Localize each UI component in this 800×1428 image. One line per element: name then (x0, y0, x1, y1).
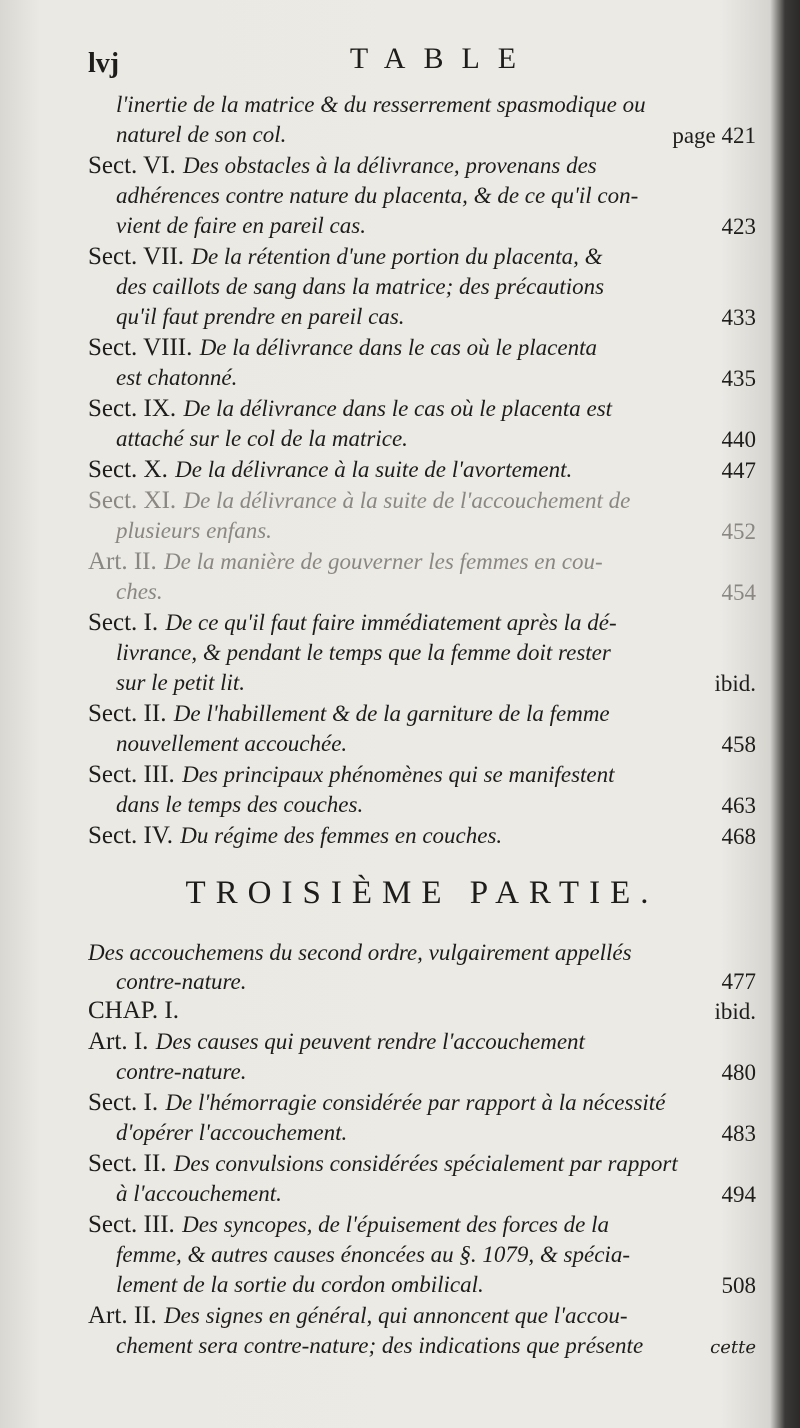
toc-line (88, 120, 756, 150)
section-title: De ce qu'il faut faire immédiatement après la dé- (165, 610, 617, 635)
toc-line (88, 821, 756, 851)
page-header (88, 38, 756, 90)
toc-line (88, 455, 756, 485)
section-title: De la délivrance dans le cas où le placenta (199, 335, 597, 360)
toc-line (88, 1057, 756, 1087)
toc-line (88, 577, 756, 607)
section-label: Art. I. (88, 1028, 149, 1055)
section-label: Art. II. (88, 1302, 157, 1329)
toc-line (88, 547, 756, 577)
section-label: Sect. III. (88, 761, 175, 788)
part-three-title: TROISIÈME PARTIE. (185, 875, 659, 911)
section-label: Sect. VII. (88, 243, 185, 270)
toc-line (88, 1301, 756, 1331)
section-title: Des syncopes, de l'épuisement des forces de la (182, 1212, 609, 1237)
page-reference: 483 (721, 1121, 756, 1146)
page-reference: 508 (721, 1273, 756, 1298)
section-title: attaché sur le col de la matrice. (116, 426, 408, 451)
toc-entry (88, 455, 756, 485)
toc-entry (88, 242, 756, 332)
section-title: De la délivrance à la suite de l'avortement. (175, 457, 573, 482)
toc-line (88, 394, 756, 424)
section-label: Sect. III. (88, 1211, 175, 1238)
page-reference: 480 (721, 1060, 756, 1085)
toc-entry (88, 394, 756, 454)
toc-line (88, 424, 756, 454)
toc-line (88, 1027, 756, 1057)
toc-entry (88, 1088, 756, 1148)
section-title: De la rétention d'une portion du placenta, & (191, 244, 603, 269)
toc-line (88, 760, 756, 790)
section-label: CHAP. I. (88, 997, 179, 1024)
section-title: contre-nature. (116, 1059, 247, 1084)
page-reference: 463 (721, 793, 756, 818)
section-title: ches. (116, 579, 163, 604)
section-title: d'opérer l'accouchement. (116, 1120, 348, 1145)
section-title: Des obstacles à la délivrance, provenans des (183, 153, 597, 178)
section-label: Sect. VI. (88, 152, 176, 179)
section-title: plusieurs enfans. (116, 518, 272, 543)
section-label: Sect. VIII. (88, 334, 193, 361)
section-title: De la délivrance à la suite de l'accouchement de (183, 488, 631, 513)
toc-entry (88, 547, 756, 607)
toc-line (88, 1149, 756, 1179)
toc-entry (88, 608, 756, 698)
section-title: chement sera contre-nature; des indications que présente (116, 1333, 644, 1358)
page-reference: 447 (721, 458, 756, 483)
toc-line (88, 699, 756, 729)
part-three-intro (88, 938, 756, 996)
section-title: naturel de son col. (116, 122, 287, 147)
page-reference: 477 (721, 969, 756, 994)
toc-line (88, 1088, 756, 1118)
toc-line (88, 790, 756, 820)
toc-line: contre-nature. (116, 969, 247, 994)
page-reference: 468 (721, 824, 756, 849)
page-reference: ibid. (714, 999, 756, 1024)
section-title: des caillots de sang dans la matrice; des précautions (116, 274, 605, 299)
section-title: Des signes en général, qui annoncent que l'accou- (164, 1303, 628, 1328)
toc-entry (88, 821, 756, 851)
table-of-contents (88, 38, 756, 1358)
page-reference: 440 (721, 427, 756, 452)
section-title: femme, & autres causes énoncées au §. 1079, & spécia- (116, 1242, 630, 1267)
running-head: TABLE (349, 42, 535, 75)
toc-line (88, 151, 756, 181)
section-label: Sect. II. (88, 700, 167, 727)
toc-line (88, 211, 756, 241)
section-title: adhérences contre nature du placenta, & de ce qu'il con- (116, 183, 639, 208)
section-title: sur le petit lit. (116, 670, 246, 695)
toc-entry (88, 996, 756, 1026)
toc-line (88, 608, 756, 638)
section-title: livrance, & pendant le temps que la femme doit rester (116, 640, 611, 665)
section-title: est chatonné. (116, 365, 238, 390)
section-label: Sect. IX. (88, 395, 177, 422)
toc-line (88, 1210, 756, 1240)
page-reference: 433 (721, 305, 756, 330)
section-title: nouvellement accouchée. (116, 731, 348, 756)
page-reference: ibid. (714, 671, 756, 696)
toc-entry (88, 486, 756, 546)
section-title: Des principaux phénomènes qui se manifestent (182, 762, 615, 787)
page-reference: 435 (721, 366, 756, 391)
toc-line (88, 181, 756, 211)
section-label: Sect. I. (88, 609, 159, 636)
toc-entry (88, 760, 756, 820)
section-title: Du régime des femmes en couches. (180, 823, 503, 848)
section-label: Sect. IV. (88, 822, 173, 849)
toc-line (88, 516, 756, 546)
toc-line (88, 1179, 756, 1209)
toc-line (88, 363, 756, 393)
section-label: Sect. XI. (88, 487, 177, 514)
toc-line (88, 729, 756, 759)
page-reference: 452 (721, 519, 756, 544)
toc-entry (88, 699, 756, 759)
toc-line (88, 486, 756, 516)
toc-line (88, 333, 756, 363)
section-label: Art. II. (88, 548, 157, 575)
part-three-entries (88, 938, 756, 1358)
section-label: Sect. II. (88, 1150, 167, 1177)
section-title: vient de faire en pareil cas. (116, 213, 366, 238)
page-number: lvj (88, 48, 120, 79)
page-reference: 454 (721, 580, 756, 605)
section-title: De l'hémorragie considérée par rapport à la nécessité (165, 1090, 666, 1115)
toc-line (88, 1118, 756, 1148)
section-title: dans le temps des couches. (116, 792, 364, 817)
section-title: De la manière de gouverner les femmes en cou- (164, 549, 603, 574)
page-reference: 494 (721, 1182, 756, 1207)
section-label: Sect. I. (88, 1089, 159, 1116)
section-title: Des convulsions considérées spécialement par rapport (173, 1151, 678, 1176)
page-reference: 423 (721, 214, 756, 239)
toc-line (88, 302, 756, 332)
section-title: Des causes qui peuvent rendre l'accouchement (155, 1029, 585, 1054)
toc-entry (88, 333, 756, 393)
toc-line (88, 90, 756, 120)
section-title: De l'habillement & de la garniture de la femme (173, 701, 610, 726)
toc-line (88, 668, 756, 698)
toc-entry (88, 1027, 756, 1087)
toc-entry (88, 1149, 756, 1209)
toc-entry (88, 151, 756, 241)
section-title: lement de la sortie du cordon ombilical. (116, 1272, 484, 1297)
toc-line (88, 638, 756, 668)
toc-line (88, 242, 756, 272)
page-reference: page 421 (672, 123, 756, 148)
part-two-entries (88, 90, 756, 851)
toc-line (88, 1270, 756, 1300)
toc-line: Des accouchemens du second ordre, vulgairement appellés (88, 940, 632, 965)
section-title: l'inertie de la matrice & du resserrement spasmodique ou (116, 92, 646, 117)
section-title: à l'accouchement. (116, 1181, 282, 1206)
toc-entry (88, 90, 756, 150)
page-reference: 458 (721, 732, 756, 757)
toc-entry (88, 1210, 756, 1300)
section-title: qu'il faut prendre en pareil cas. (116, 304, 405, 329)
section-title: De la délivrance dans le cas où le placenta est (183, 396, 613, 421)
toc-line (88, 1240, 756, 1270)
toc-line (88, 272, 756, 302)
section-label: Sect. X. (88, 456, 168, 483)
toc-line (88, 996, 756, 1026)
catchword: cette (710, 1337, 756, 1358)
